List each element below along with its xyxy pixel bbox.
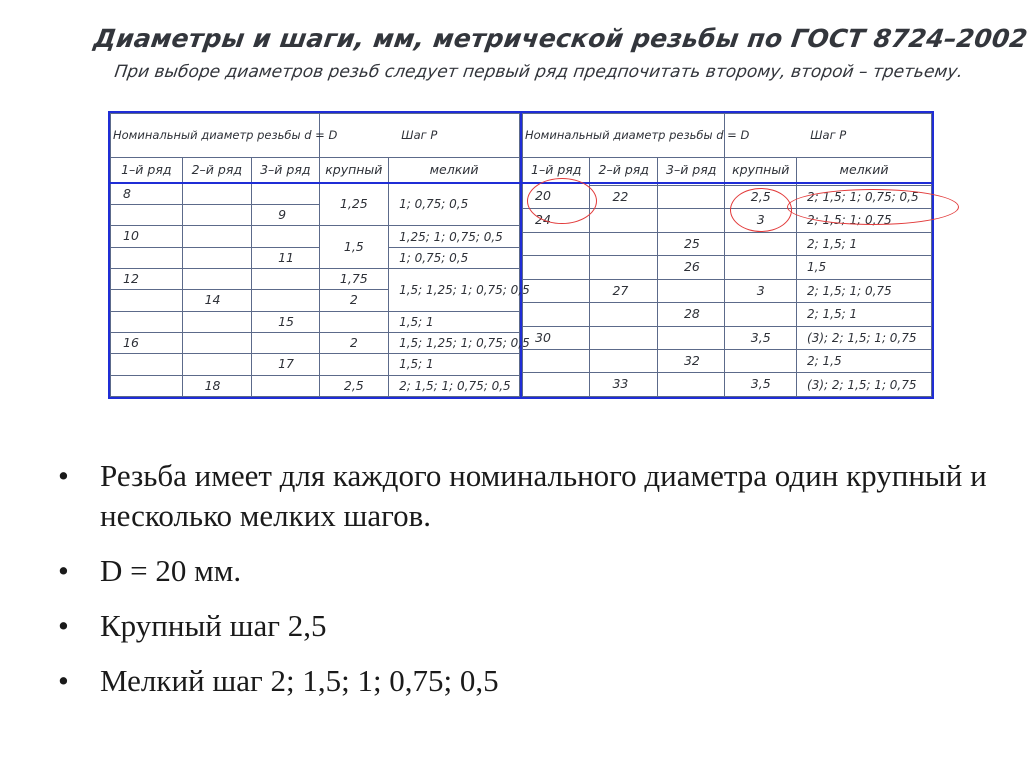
diameter-cell: [590, 326, 657, 349]
bullet-item: [58, 456, 988, 536]
thread-table-left: [110, 113, 530, 397]
table-row: [111, 226, 520, 247]
diameter-cell: [590, 232, 657, 255]
diameter-cell: [182, 247, 252, 268]
thread-table-right: [522, 113, 932, 397]
diameter-cell: [523, 373, 590, 397]
diameter-cell: [590, 209, 657, 232]
fine-pitch-cell: 1; 0,75; 0,5: [389, 183, 520, 226]
table-header-row: [111, 114, 520, 158]
fine-pitch-cell: 1,5; 1: [389, 354, 520, 375]
table-subheader-row: [111, 158, 520, 183]
diameter-cell: [111, 311, 183, 332]
coarse-pitch-cell: 1,5: [319, 226, 389, 269]
fine-header: мелкий: [797, 158, 932, 183]
diameter-cell: [523, 350, 590, 373]
diameter-cell: [657, 326, 724, 349]
diameter-cell: 20: [523, 183, 590, 209]
gost-thread-table: [108, 111, 934, 399]
diameter-cell: [590, 256, 657, 279]
diameter-cell: 27: [590, 279, 657, 302]
diameter-cell: [590, 350, 657, 373]
fine-pitch-cell: 1,25; 1; 0,75; 0,5: [389, 226, 520, 247]
diameter-cell: [182, 311, 252, 332]
coarse-pitch-cell: 3: [725, 279, 797, 302]
bullet-item: [58, 551, 988, 591]
diameter-cell: [252, 269, 319, 290]
fine-pitch-cell: 1,5; 1,25; 1; 0,75; 0,5: [389, 332, 520, 353]
coarse-pitch-cell: 2: [319, 332, 389, 353]
diameter-cell: [182, 332, 252, 353]
table-row: [111, 247, 520, 268]
fine-pitch-cell: 2; 1,5; 1; 0,75; 0,5: [389, 375, 520, 396]
table-subheader-row: [523, 158, 932, 183]
diameter-cell: [111, 354, 183, 375]
coarse-pitch-cell: [725, 350, 797, 373]
diameter-cell: [111, 375, 183, 396]
table-row: [523, 303, 932, 326]
diameter-cell: 32: [657, 350, 724, 373]
fine-pitch-cell: 2; 1,5; 1; 0,75; 0,5: [797, 185, 932, 208]
table-left-half: [110, 113, 530, 397]
diameter-cell: 8: [111, 183, 183, 205]
table-row: [523, 350, 932, 373]
fine-pitch-cell: 2; 1,5; 1; 0,75: [797, 279, 932, 302]
row2-header: 2–й ряд: [182, 158, 252, 183]
table-row: [523, 209, 932, 232]
diameter-cell: [252, 332, 319, 353]
table-right-half: [522, 113, 932, 397]
pitch-header: Шаг P: [319, 114, 519, 158]
diameter-cell: [657, 185, 724, 208]
table-row: [111, 311, 520, 332]
row2-header: 2–й ряд: [590, 158, 657, 183]
diameter-cell: [182, 269, 252, 290]
diameter-cell: [252, 290, 319, 311]
diameter-cell: 28: [657, 303, 724, 326]
table-row: [111, 183, 520, 205]
row3-header: 3–й ряд: [252, 158, 319, 183]
diameter-cell: [111, 290, 183, 311]
diameter-cell: [182, 226, 252, 247]
table-row: [111, 354, 520, 375]
diameter-cell: [523, 279, 590, 302]
coarse-pitch-cell: 1,25: [319, 183, 389, 226]
row1-header: 1–й ряд: [111, 158, 183, 183]
bullet-text: Мелкий шаг 2; 1,5; 1; 0,75; 0,5: [100, 663, 499, 698]
diameter-cell: [657, 373, 724, 397]
diameter-cell: [252, 183, 319, 205]
diameter-cell: 17: [252, 354, 319, 375]
bullet-text: Резьба имеет для каждого номинального диаметра один крупный и несколько мелких шагов.: [100, 458, 987, 533]
fine-pitch-cell: 1,5; 1: [389, 311, 520, 332]
diameter-cell: 26: [657, 256, 724, 279]
fine-pitch-cell: 2; 1,5; 1: [797, 232, 932, 255]
fine-pitch-cell: 2; 1,5: [797, 350, 932, 373]
table-header-row: [523, 114, 932, 158]
coarse-pitch-cell: 3,5: [725, 326, 797, 349]
diameter-cell: 18: [182, 375, 252, 396]
diameter-cell: [523, 303, 590, 326]
coarse-pitch-cell: [319, 354, 389, 375]
diameter-cell: [111, 205, 183, 226]
diameter-cell: 24: [523, 209, 590, 232]
fine-pitch-cell: 1; 0,75; 0,5: [389, 247, 520, 268]
diameter-cell: [182, 183, 252, 205]
bullet-list: [58, 456, 988, 716]
fine-pitch-cell: 1,5: [797, 256, 932, 279]
diameter-cell: 25: [657, 232, 724, 255]
diameter-cell: [252, 375, 319, 396]
coarse-header: крупный: [725, 158, 797, 183]
diameter-cell: [590, 303, 657, 326]
diameter-cell: 10: [111, 226, 183, 247]
coarse-pitch-cell: [319, 311, 389, 332]
table-row: [523, 326, 932, 349]
diameter-cell: 14: [182, 290, 252, 311]
coarse-pitch-cell: [725, 303, 797, 326]
diameter-cell: [182, 354, 252, 375]
slide-subtitle: При выборе диаметров резьб следует первый ряд предпочитать второму, второй – третьему.: [113, 62, 965, 82]
table-row: [523, 279, 932, 302]
fine-pitch-cell: (3); 2; 1,5; 1; 0,75: [797, 326, 932, 349]
nominal-diameter-header: Номинальный диаметр резьбы d = D: [523, 114, 725, 158]
diameter-cell: [111, 247, 183, 268]
coarse-pitch-cell: [725, 256, 797, 279]
diameter-cell: 22: [590, 185, 657, 208]
coarse-pitch-cell: [725, 232, 797, 255]
fine-pitch-cell: 2; 1,5; 1; 0,75: [797, 209, 932, 232]
table-row: [523, 232, 932, 255]
bullet-item: [58, 661, 988, 701]
fine-pitch-cell: 2; 1,5; 1: [797, 303, 932, 326]
row3-header: 3–й ряд: [657, 158, 724, 183]
diameter-cell: [657, 209, 724, 232]
coarse-pitch-cell: 2,5: [725, 185, 797, 208]
bullet-symbol: •: [58, 553, 69, 588]
diameter-cell: 16: [111, 332, 183, 353]
diameter-cell: 12: [111, 269, 183, 290]
diameter-cell: 30: [523, 326, 590, 349]
coarse-pitch-cell: 2,5: [319, 375, 389, 396]
bullet-symbol: •: [58, 458, 69, 493]
coarse-pitch-cell: 1,75: [319, 269, 389, 290]
coarse-pitch-cell: 2: [319, 290, 389, 311]
fine-header: мелкий: [389, 158, 520, 183]
diameter-cell: [182, 205, 252, 226]
table-row: [111, 332, 520, 353]
coarse-pitch-cell: 3: [725, 209, 797, 232]
table-row: [523, 373, 932, 397]
diameter-cell: [523, 232, 590, 255]
diameter-cell: 33: [590, 373, 657, 397]
diameter-cell: [657, 279, 724, 302]
slide-title: Диаметры и шаги, мм, метрической резьбы по ГОСТ 8724–2002: [91, 24, 1029, 53]
bullet-symbol: •: [58, 663, 69, 698]
coarse-header: крупный: [319, 158, 389, 183]
diameter-cell: 15: [252, 311, 319, 332]
bullet-item: [58, 606, 988, 646]
bullet-text: Крупный шаг 2,5: [100, 608, 327, 643]
fine-pitch-cell: 1,5; 1,25; 1; 0,75; 0,5: [389, 269, 520, 312]
diameter-cell: 11: [252, 247, 319, 268]
bullet-symbol: •: [58, 608, 69, 643]
table-row: [111, 375, 520, 396]
diameter-cell: 9: [252, 205, 319, 226]
row1-header: 1–й ряд: [523, 158, 590, 183]
diameter-cell: [252, 226, 319, 247]
table-row: [523, 256, 932, 279]
coarse-pitch-cell: 3,5: [725, 373, 797, 397]
pitch-header: Шаг P: [725, 114, 932, 158]
diameter-cell: [523, 256, 590, 279]
fine-pitch-cell: (3); 2; 1,5; 1; 0,75: [797, 373, 932, 397]
bullet-text: D = 20 мм.: [100, 553, 242, 588]
table-row: [111, 269, 520, 290]
nominal-diameter-header: Номинальный диаметр резьбы d = D: [111, 114, 320, 158]
